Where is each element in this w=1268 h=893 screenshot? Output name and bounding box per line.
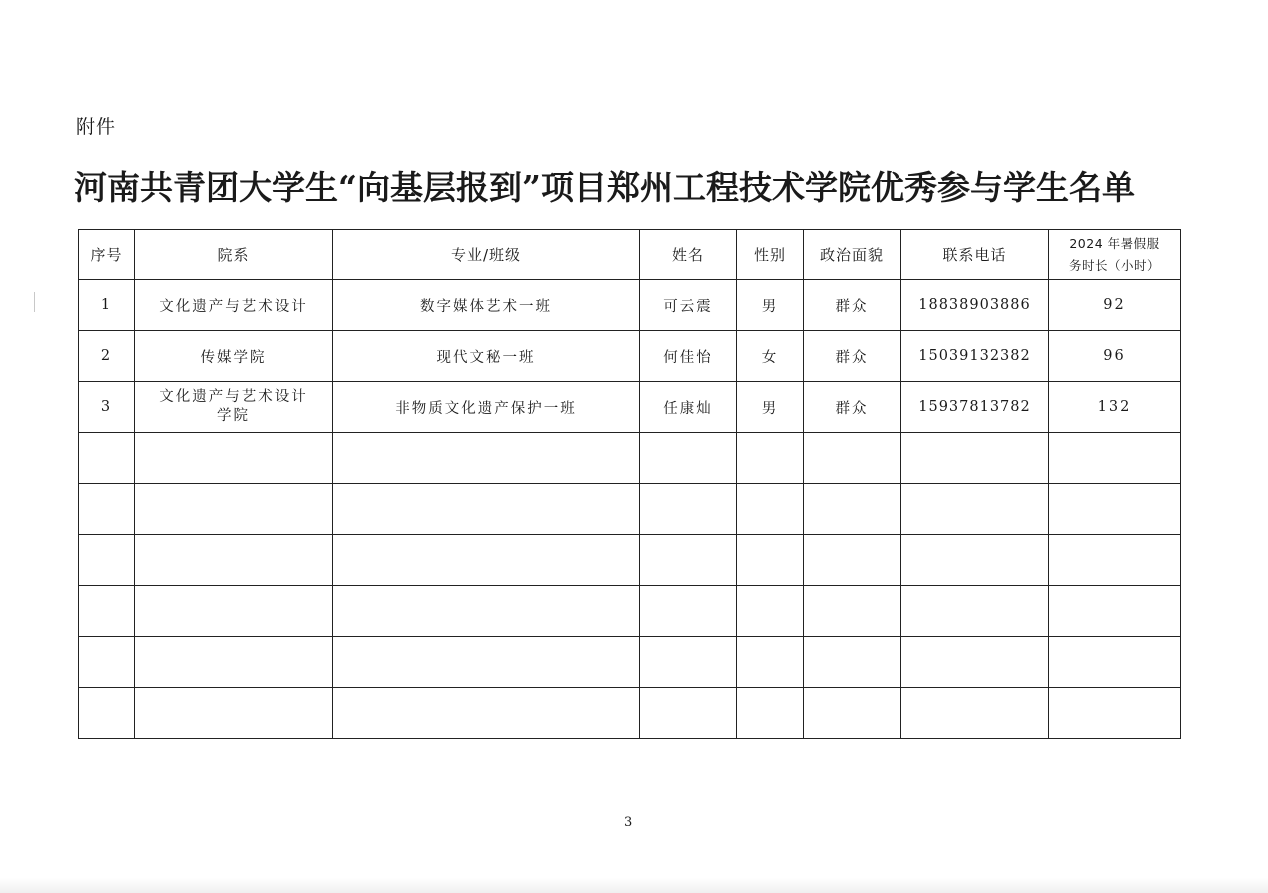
empty-cell: [333, 637, 640, 688]
cell-name: 可云震: [640, 280, 737, 331]
cell-seq: 1: [79, 280, 135, 331]
attachment-label: 附件: [76, 116, 117, 138]
empty-table-row: [79, 484, 1181, 535]
empty-cell: [737, 637, 804, 688]
empty-cell: [737, 586, 804, 637]
cell-name: 任康灿: [640, 382, 737, 433]
empty-cell: [640, 433, 737, 484]
table-header-row: [79, 230, 1181, 280]
cell-hours: 96: [1049, 331, 1181, 382]
empty-cell: [135, 484, 333, 535]
cell-major: 数字媒体艺术一班: [333, 280, 640, 331]
header-hours-line2: 务时长（小时）: [1068, 257, 1160, 273]
cell-phone: 18838903886: [901, 280, 1049, 331]
cell-political: 群众: [804, 331, 901, 382]
cell-hours: 92: [1049, 280, 1181, 331]
empty-cell: [901, 535, 1049, 586]
empty-cell: [804, 433, 901, 484]
cell-hours: 132: [1049, 382, 1181, 433]
empty-cell: [1049, 433, 1181, 484]
cell-dept-line2: 学院: [217, 408, 250, 424]
empty-cell: [640, 586, 737, 637]
header-dept: 院系: [135, 230, 333, 280]
cell-dept: [135, 331, 333, 382]
empty-cell: [737, 535, 804, 586]
header-gender: 性别: [737, 230, 804, 280]
header-hours: [1049, 230, 1181, 280]
empty-cell: [901, 688, 1049, 739]
cell-phone: 15937813782: [901, 382, 1049, 433]
empty-cell: [79, 637, 135, 688]
empty-cell: [79, 535, 135, 586]
empty-cell: [640, 688, 737, 739]
empty-cell: [901, 637, 1049, 688]
empty-table-row: [79, 535, 1181, 586]
table-row: [79, 331, 1181, 382]
empty-cell: [79, 484, 135, 535]
cell-political: 群众: [804, 382, 901, 433]
header-major: 专业/班级: [333, 230, 640, 280]
empty-cell: [333, 688, 640, 739]
empty-cell: [333, 433, 640, 484]
scan-artifact: [34, 292, 35, 312]
empty-cell: [1049, 535, 1181, 586]
cell-dept-line1: 文化遗产与艺术设计: [159, 298, 308, 315]
table-row: [79, 280, 1181, 331]
empty-cell: [804, 688, 901, 739]
empty-cell: [135, 688, 333, 739]
cell-name: 何佳怡: [640, 331, 737, 382]
empty-cell: [135, 433, 333, 484]
empty-cell: [79, 586, 135, 637]
empty-cell: [804, 586, 901, 637]
empty-cell: [79, 688, 135, 739]
page-bottom-edge: [0, 878, 1268, 893]
cell-dept-line1: 传媒学院: [200, 349, 267, 366]
empty-cell: [333, 535, 640, 586]
empty-cell: [901, 484, 1049, 535]
empty-cell: [1049, 637, 1181, 688]
empty-cell: [737, 433, 804, 484]
empty-cell: [135, 586, 333, 637]
header-name: 姓名: [640, 230, 737, 280]
cell-gender: 女: [737, 331, 804, 382]
cell-major: 现代文秘一班: [333, 331, 640, 382]
student-list-table: [78, 229, 1181, 739]
empty-table-row: [79, 586, 1181, 637]
empty-cell: [333, 586, 640, 637]
empty-cell: [804, 637, 901, 688]
cell-major: 非物质文化遗产保护一班: [333, 382, 640, 433]
empty-cell: [804, 484, 901, 535]
cell-gender: 男: [737, 382, 804, 433]
empty-cell: [901, 433, 1049, 484]
header-hours-line1: 2024 年暑假服: [1069, 235, 1160, 251]
empty-cell: [1049, 688, 1181, 739]
empty-cell: [135, 535, 333, 586]
empty-cell: [79, 433, 135, 484]
empty-cell: [640, 535, 737, 586]
empty-cell: [333, 484, 640, 535]
cell-seq: 3: [79, 382, 135, 433]
empty-cell: [135, 637, 333, 688]
cell-dept: [135, 280, 333, 331]
empty-cell: [640, 637, 737, 688]
cell-seq: 2: [79, 331, 135, 382]
student-list-table-container: [78, 229, 1180, 744]
empty-cell: [640, 484, 737, 535]
header-seq: 序号: [79, 230, 135, 280]
empty-cell: [737, 484, 804, 535]
header-phone: 联系电话: [901, 230, 1049, 280]
cell-dept-line1: 文化遗产与艺术设计: [159, 389, 308, 405]
empty-table-row: [79, 688, 1181, 739]
header-political: 政治面貌: [804, 230, 901, 280]
empty-cell: [1049, 586, 1181, 637]
cell-political: 群众: [804, 280, 901, 331]
page-number: 3: [624, 815, 633, 830]
cell-phone: 15039132382: [901, 331, 1049, 382]
empty-cell: [737, 688, 804, 739]
empty-cell: [1049, 484, 1181, 535]
cell-gender: 男: [737, 280, 804, 331]
table-row: [79, 382, 1181, 433]
empty-cell: [804, 535, 901, 586]
cell-dept: [135, 382, 333, 433]
empty-table-row: [79, 433, 1181, 484]
empty-table-row: [79, 637, 1181, 688]
document-title: 河南共青团大学生“向基层报到”项目郑州工程技术学院优秀参与学生名单: [74, 168, 1135, 207]
empty-cell: [901, 586, 1049, 637]
